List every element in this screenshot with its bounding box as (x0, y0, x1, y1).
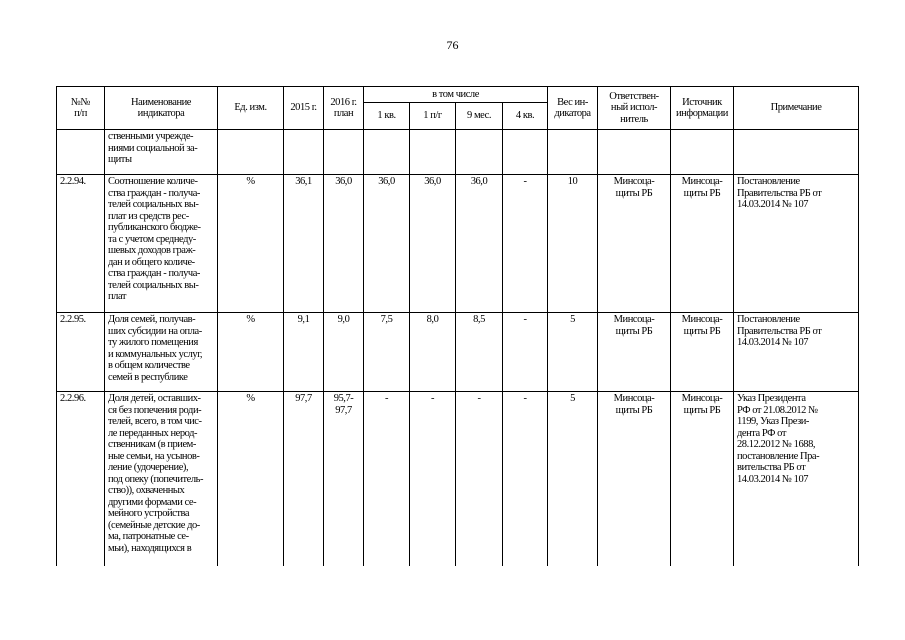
cell-note: Постановление Правительства РБ от 14.03.2014 № 107 (734, 175, 859, 313)
header-2016: 2016 г. план (324, 87, 364, 130)
cell-2016: 9,0 (324, 313, 364, 392)
header-9m: 9 мес. (456, 103, 503, 130)
header-source: Источник информации (671, 87, 734, 130)
cell-h1: - (410, 392, 456, 566)
cell-unit: % (218, 175, 284, 313)
header-including: в том числе (364, 87, 548, 103)
cell-num: 2.2.95. (57, 313, 105, 392)
cell-q1: - (364, 392, 410, 566)
cell-name: ственными учрежде- ниями социальной за- щиты (105, 130, 218, 175)
cell-q4: - (503, 313, 548, 392)
cell-q4: - (503, 392, 548, 566)
cell-unit: % (218, 392, 284, 566)
cell-2015: 97,7 (284, 392, 324, 566)
cell-2016 (324, 130, 364, 175)
header-q4: 4 кв. (503, 103, 548, 130)
header-responsible: Ответствен- ный испол- нитель (598, 87, 671, 130)
table-row (57, 313, 859, 392)
header-q1: 1 кв. (364, 103, 410, 130)
cell-source: Минсоца- щиты РБ (671, 392, 734, 566)
cell-name: Доля детей, оставших- ся без попечения роди- телей, всего, в том чис- ле переданных нерод- ственникам (в прием- ные семьи, на усынов- ление (удочерение), под опеку (попечитель- ство)), охваченных другими формами се- мейного устройства (семейные детские до- ма, патронатные се- мьи), находящихся в (105, 392, 218, 566)
header-h1: 1 п/г (410, 103, 456, 130)
cell-responsible: Минсоца- щиты РБ (598, 175, 671, 313)
table-row (57, 392, 859, 566)
cell-responsible: Минсоца- щиты РБ (598, 313, 671, 392)
cell-note (734, 130, 859, 175)
cell-9m: - (456, 392, 503, 566)
cell-2015 (284, 130, 324, 175)
cell-h1: 8,0 (410, 313, 456, 392)
cell-responsible (598, 130, 671, 175)
cell-weight: 10 (548, 175, 598, 313)
cell-source (671, 130, 734, 175)
header-2015: 2015 г. (284, 87, 324, 130)
cell-h1: 36,0 (410, 175, 456, 313)
header-unit: Ед. изм. (218, 87, 284, 130)
cell-unit (218, 130, 284, 175)
cell-name: Соотношение количе- ства граждан - получа- телей социальных вы- плат из средств рес- публиканского бюдже- та с учетом среднеду- шевых доходов граж- дан и общего количе- ства граждан - получа- телей социальных вы- плат (105, 175, 218, 313)
cell-2016: 95,7- 97,7 (324, 392, 364, 566)
cell-num: 2.2.96. (57, 392, 105, 566)
cell-weight: 5 (548, 392, 598, 566)
cell-9m: 8,5 (456, 313, 503, 392)
cell-2015: 36,1 (284, 175, 324, 313)
cell-weight: 5 (548, 313, 598, 392)
cell-9m (456, 130, 503, 175)
cell-q1: 36,0 (364, 175, 410, 313)
header-row-1 (57, 87, 859, 103)
cell-source: Минсоца- щиты РБ (671, 175, 734, 313)
cell-2016: 36,0 (324, 175, 364, 313)
cell-source: Минсоца- щиты РБ (671, 313, 734, 392)
cell-responsible: Минсоца- щиты РБ (598, 392, 671, 566)
cell-note: Указ Президента РФ от 21.08.2012 № 1199, Указ Прези- дента РФ от 28.12.2012 № 1688, постановление Пра- вительства РБ от 14.03.2014 № 107 (734, 392, 859, 566)
cell-q1: 7,5 (364, 313, 410, 392)
cell-num: 2.2.94. (57, 175, 105, 313)
cell-9m: 36,0 (456, 175, 503, 313)
table-row (57, 130, 859, 175)
cell-q4: - (503, 175, 548, 313)
cell-h1 (410, 130, 456, 175)
header-num: №№ п/п (57, 87, 105, 130)
cell-weight (548, 130, 598, 175)
cell-note: Постановление Правительства РБ от 14.03.2014 № 107 (734, 313, 859, 392)
cell-2015: 9,1 (284, 313, 324, 392)
cell-num (57, 130, 105, 175)
header-name: Наименование индикатора (105, 87, 218, 130)
header-weight: Вес ин- дикатора (548, 87, 598, 130)
header-note: Примечание (734, 87, 859, 130)
table-row (57, 175, 859, 313)
cell-name: Доля семей, получав- ших субсидии на опла- ту жилого помещения и коммунальных услуг, в общем количестве семей в республике (105, 313, 218, 392)
cell-unit: % (218, 313, 284, 392)
cell-q4 (503, 130, 548, 175)
cell-q1 (364, 130, 410, 175)
indicators-table (56, 86, 859, 566)
page-number: 76 (446, 38, 459, 52)
